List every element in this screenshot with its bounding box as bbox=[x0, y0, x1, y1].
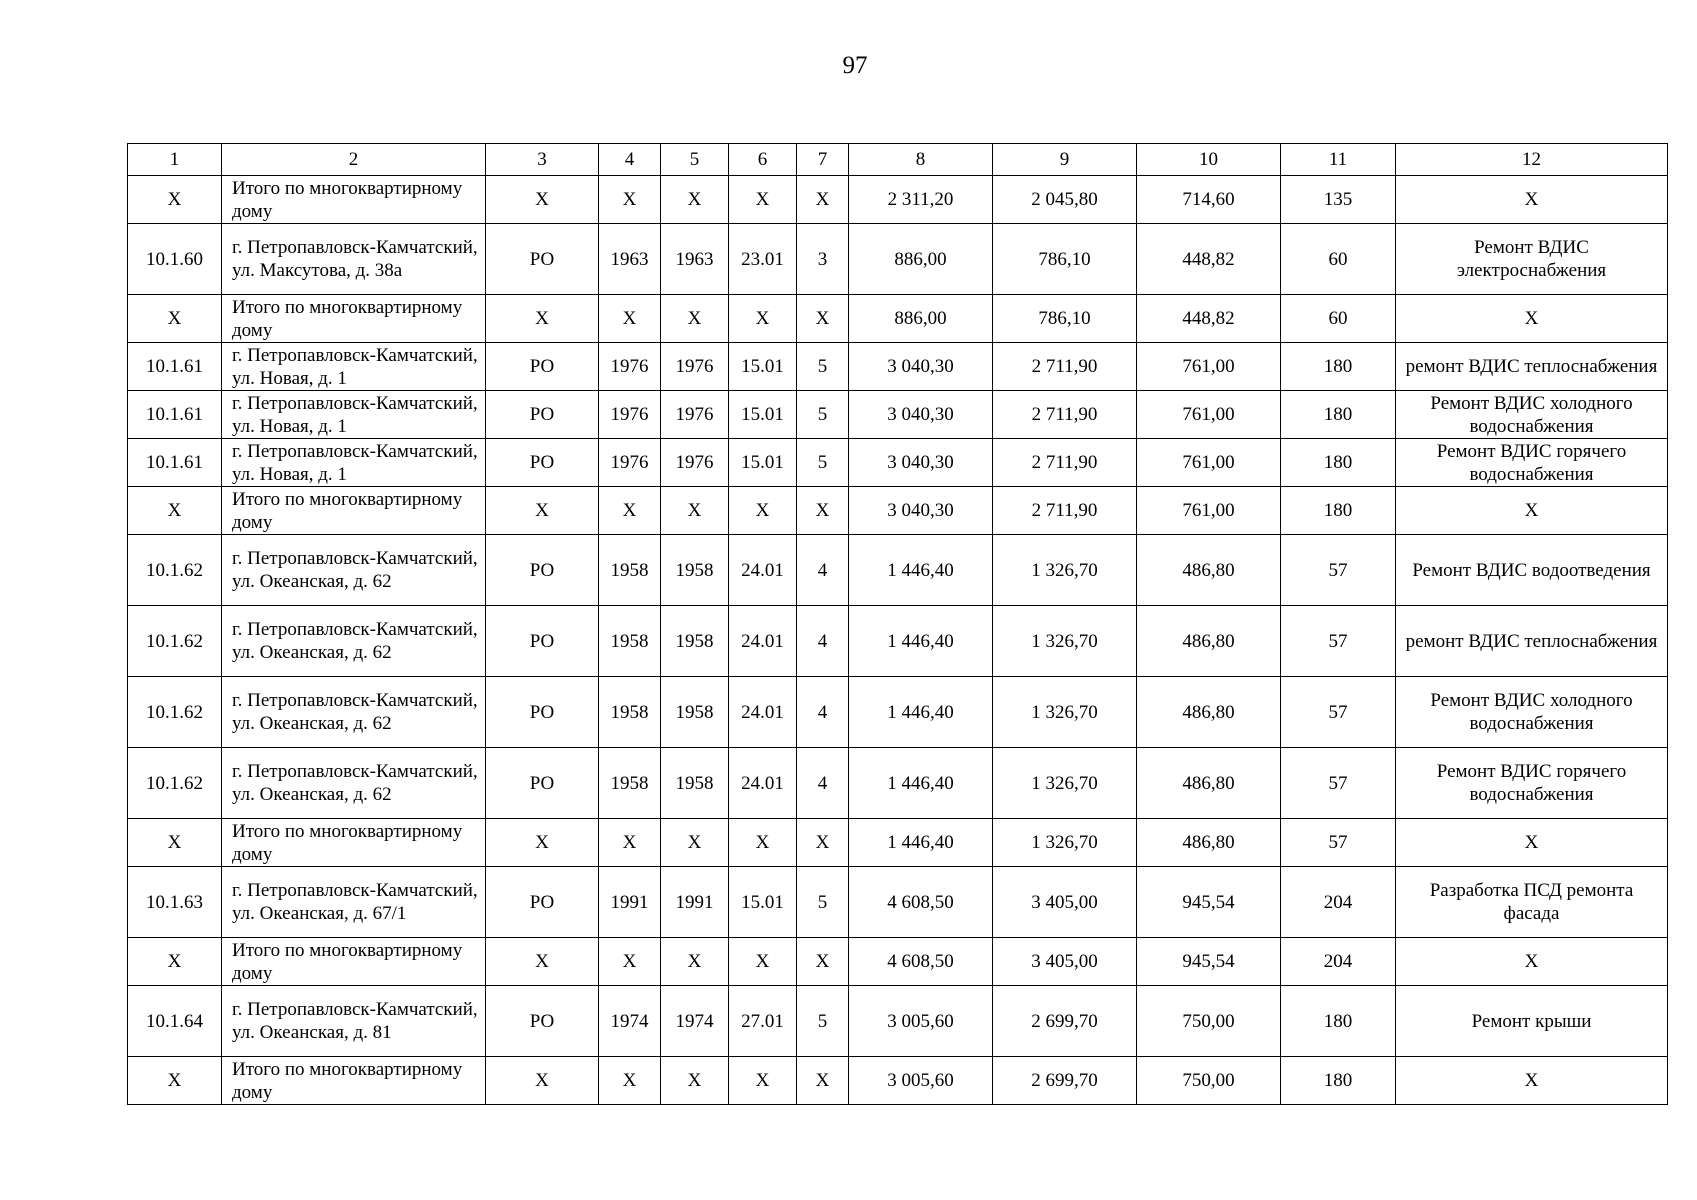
total-area-cell: 3 005,60 bbox=[849, 1057, 993, 1105]
total-area-cell: 3 040,30 bbox=[849, 487, 993, 535]
floors-cell: 4 bbox=[797, 748, 849, 819]
floors-cell: X bbox=[797, 1057, 849, 1105]
column-number-row bbox=[128, 144, 1668, 176]
residents-cell: 180 bbox=[1281, 391, 1396, 439]
floors-cell: 3 bbox=[797, 224, 849, 295]
residents-cell: 135 bbox=[1281, 176, 1396, 224]
build-year-cell: X bbox=[599, 938, 661, 986]
row-number-cell: 10.1.61 bbox=[128, 391, 222, 439]
cost-cell: 714,60 bbox=[1137, 176, 1281, 224]
address-cell: г. Петропавловск-Камчатский, ул. Океанская, д. 62 bbox=[222, 535, 486, 606]
column-number: 9 bbox=[993, 144, 1137, 176]
living-area-cell: 3 405,00 bbox=[993, 938, 1137, 986]
cost-cell: 761,00 bbox=[1137, 391, 1281, 439]
work-type-cell: X bbox=[1396, 487, 1668, 535]
commission-year-cell: X bbox=[661, 938, 729, 986]
build-year-cell: 1958 bbox=[599, 606, 661, 677]
row-number-cell: 10.1.64 bbox=[128, 986, 222, 1057]
residents-cell: 180 bbox=[1281, 439, 1396, 487]
build-year-cell: 1991 bbox=[599, 867, 661, 938]
residents-cell: 57 bbox=[1281, 819, 1396, 867]
commission-year-cell: X bbox=[661, 176, 729, 224]
column-number: 8 bbox=[849, 144, 993, 176]
work-type-cell: Ремонт ВДИС холодного водоснабжения bbox=[1396, 677, 1668, 748]
owner-cell: X bbox=[486, 1057, 599, 1105]
table-row bbox=[128, 487, 1668, 535]
floors-cell: 4 bbox=[797, 606, 849, 677]
address-cell: Итого по многоквартирному дому bbox=[222, 819, 486, 867]
cost-cell: 945,54 bbox=[1137, 867, 1281, 938]
commission-year-cell: 1974 bbox=[661, 986, 729, 1057]
owner-cell: X bbox=[486, 938, 599, 986]
residents-cell: 204 bbox=[1281, 938, 1396, 986]
floors-cell: 5 bbox=[797, 439, 849, 487]
residents-cell: 180 bbox=[1281, 986, 1396, 1057]
residents-cell: 180 bbox=[1281, 343, 1396, 391]
address-cell: г. Петропавловск-Камчатский, ул. Океанская, д. 81 bbox=[222, 986, 486, 1057]
commission-year-cell: 1958 bbox=[661, 748, 729, 819]
owner-cell: X bbox=[486, 487, 599, 535]
cost-cell: 486,80 bbox=[1137, 535, 1281, 606]
row-number-cell: 10.1.63 bbox=[128, 867, 222, 938]
owner-cell: X bbox=[486, 819, 599, 867]
table-row bbox=[128, 986, 1668, 1057]
work-type-cell: Ремонт крыши bbox=[1396, 986, 1668, 1057]
row-number-cell: 10.1.62 bbox=[128, 535, 222, 606]
work-type-cell: Ремонт ВДИС холодного водоснабжения bbox=[1396, 391, 1668, 439]
owner-cell: РО bbox=[486, 439, 599, 487]
living-area-cell: 786,10 bbox=[993, 224, 1137, 295]
commission-year-cell: 1991 bbox=[661, 867, 729, 938]
row-number-cell: X bbox=[128, 938, 222, 986]
living-area-cell: 1 326,70 bbox=[993, 606, 1137, 677]
table-row bbox=[128, 176, 1668, 224]
cost-cell: 486,80 bbox=[1137, 677, 1281, 748]
build-year-cell: X bbox=[599, 819, 661, 867]
address-cell: Итого по многоквартирному дому bbox=[222, 1057, 486, 1105]
table-row bbox=[128, 391, 1668, 439]
work-type-cell: ремонт ВДИС теплоснабжения bbox=[1396, 606, 1668, 677]
residents-cell: 204 bbox=[1281, 867, 1396, 938]
row-number-cell: X bbox=[128, 295, 222, 343]
work-type-cell: Ремонт ВДИС электроснабжения bbox=[1396, 224, 1668, 295]
build-year-cell: X bbox=[599, 176, 661, 224]
wall-material-cell: 15.01 bbox=[729, 439, 797, 487]
wall-material-cell: 27.01 bbox=[729, 986, 797, 1057]
work-type-cell: Разработка ПСД ремонта фасада bbox=[1396, 867, 1668, 938]
total-area-cell: 1 446,40 bbox=[849, 819, 993, 867]
owner-cell: РО bbox=[486, 748, 599, 819]
total-area-cell: 1 446,40 bbox=[849, 748, 993, 819]
wall-material-cell: 24.01 bbox=[729, 535, 797, 606]
commission-year-cell: 1976 bbox=[661, 343, 729, 391]
row-number-cell: X bbox=[128, 487, 222, 535]
living-area-cell: 2 699,70 bbox=[993, 1057, 1137, 1105]
floors-cell: X bbox=[797, 295, 849, 343]
column-number: 2 bbox=[222, 144, 486, 176]
living-area-cell: 1 326,70 bbox=[993, 535, 1137, 606]
work-type-cell: X bbox=[1396, 176, 1668, 224]
table-row bbox=[128, 819, 1668, 867]
cost-cell: 761,00 bbox=[1137, 439, 1281, 487]
wall-material-cell: 24.01 bbox=[729, 606, 797, 677]
column-number: 6 bbox=[729, 144, 797, 176]
address-cell: г. Петропавловск-Камчатский, ул. Океанская, д. 67/1 bbox=[222, 867, 486, 938]
work-type-cell: Ремонт ВДИС горячего водоснабжения bbox=[1396, 439, 1668, 487]
owner-cell: РО bbox=[486, 224, 599, 295]
build-year-cell: 1976 bbox=[599, 343, 661, 391]
cost-cell: 761,00 bbox=[1137, 343, 1281, 391]
wall-material-cell: 24.01 bbox=[729, 677, 797, 748]
residents-cell: 57 bbox=[1281, 606, 1396, 677]
column-number: 7 bbox=[797, 144, 849, 176]
total-area-cell: 886,00 bbox=[849, 224, 993, 295]
row-number-cell: X bbox=[128, 819, 222, 867]
commission-year-cell: 1958 bbox=[661, 535, 729, 606]
table-row bbox=[128, 748, 1668, 819]
living-area-cell: 786,10 bbox=[993, 295, 1137, 343]
wall-material-cell: 24.01 bbox=[729, 748, 797, 819]
owner-cell: РО bbox=[486, 986, 599, 1057]
row-number-cell: 10.1.61 bbox=[128, 439, 222, 487]
commission-year-cell: 1958 bbox=[661, 677, 729, 748]
floors-cell: 5 bbox=[797, 986, 849, 1057]
build-year-cell: 1958 bbox=[599, 535, 661, 606]
wall-material-cell: 15.01 bbox=[729, 343, 797, 391]
row-number-cell: 10.1.62 bbox=[128, 677, 222, 748]
living-area-cell: 2 711,90 bbox=[993, 439, 1137, 487]
wall-material-cell: X bbox=[729, 487, 797, 535]
repair-program-table bbox=[127, 143, 1668, 1105]
owner-cell: РО bbox=[486, 677, 599, 748]
column-number: 11 bbox=[1281, 144, 1396, 176]
wall-material-cell: X bbox=[729, 295, 797, 343]
cost-cell: 486,80 bbox=[1137, 748, 1281, 819]
total-area-cell: 1 446,40 bbox=[849, 606, 993, 677]
address-cell: Итого по многоквартирному дому bbox=[222, 487, 486, 535]
residents-cell: 57 bbox=[1281, 535, 1396, 606]
living-area-cell: 1 326,70 bbox=[993, 819, 1137, 867]
residents-cell: 60 bbox=[1281, 295, 1396, 343]
cost-cell: 945,54 bbox=[1137, 938, 1281, 986]
row-number-cell: 10.1.61 bbox=[128, 343, 222, 391]
total-area-cell: 3 005,60 bbox=[849, 986, 993, 1057]
floors-cell: X bbox=[797, 176, 849, 224]
floors-cell: X bbox=[797, 819, 849, 867]
total-area-cell: 3 040,30 bbox=[849, 343, 993, 391]
row-number-cell: 10.1.62 bbox=[128, 748, 222, 819]
residents-cell: 57 bbox=[1281, 748, 1396, 819]
cost-cell: 750,00 bbox=[1137, 986, 1281, 1057]
floors-cell: 5 bbox=[797, 867, 849, 938]
total-area-cell: 1 446,40 bbox=[849, 535, 993, 606]
work-type-cell: X bbox=[1396, 295, 1668, 343]
floors-cell: X bbox=[797, 938, 849, 986]
address-cell: Итого по многоквартирному дому bbox=[222, 176, 486, 224]
wall-material-cell: 15.01 bbox=[729, 391, 797, 439]
total-area-cell: 3 040,30 bbox=[849, 391, 993, 439]
column-number: 12 bbox=[1396, 144, 1668, 176]
owner-cell: РО bbox=[486, 535, 599, 606]
commission-year-cell: 1963 bbox=[661, 224, 729, 295]
owner-cell: X bbox=[486, 295, 599, 343]
living-area-cell: 1 326,70 bbox=[993, 748, 1137, 819]
page-number: 97 bbox=[842, 52, 868, 79]
address-cell: г. Петропавловск-Камчатский, ул. Новая, д. 1 bbox=[222, 391, 486, 439]
living-area-cell: 3 405,00 bbox=[993, 867, 1137, 938]
build-year-cell: X bbox=[599, 295, 661, 343]
build-year-cell: 1976 bbox=[599, 391, 661, 439]
total-area-cell: 2 311,20 bbox=[849, 176, 993, 224]
floors-cell: 4 bbox=[797, 677, 849, 748]
table-row bbox=[128, 439, 1668, 487]
wall-material-cell: X bbox=[729, 176, 797, 224]
living-area-cell: 2 045,80 bbox=[993, 176, 1137, 224]
build-year-cell: 1958 bbox=[599, 748, 661, 819]
commission-year-cell: X bbox=[661, 295, 729, 343]
work-type-cell: X bbox=[1396, 819, 1668, 867]
address-cell: г. Петропавловск-Камчатский, ул. Океанская, д. 62 bbox=[222, 748, 486, 819]
column-number: 10 bbox=[1137, 144, 1281, 176]
commission-year-cell: X bbox=[661, 487, 729, 535]
living-area-cell: 2 699,70 bbox=[993, 986, 1137, 1057]
table-row bbox=[128, 535, 1668, 606]
row-number-cell: 10.1.60 bbox=[128, 224, 222, 295]
commission-year-cell: 1958 bbox=[661, 606, 729, 677]
owner-cell: РО bbox=[486, 867, 599, 938]
table-row bbox=[128, 343, 1668, 391]
table-row bbox=[128, 867, 1668, 938]
living-area-cell: 1 326,70 bbox=[993, 677, 1137, 748]
row-number-cell: X bbox=[128, 176, 222, 224]
commission-year-cell: 1976 bbox=[661, 391, 729, 439]
build-year-cell: X bbox=[599, 487, 661, 535]
floors-cell: 5 bbox=[797, 391, 849, 439]
column-number: 4 bbox=[599, 144, 661, 176]
address-cell: г. Петропавловск-Камчатский, ул. Новая, д. 1 bbox=[222, 439, 486, 487]
total-area-cell: 1 446,40 bbox=[849, 677, 993, 748]
commission-year-cell: X bbox=[661, 819, 729, 867]
address-cell: г. Петропавловск-Камчатский, ул. Новая, д. 1 bbox=[222, 343, 486, 391]
cost-cell: 448,82 bbox=[1137, 224, 1281, 295]
table-row bbox=[128, 224, 1668, 295]
floors-cell: X bbox=[797, 487, 849, 535]
cost-cell: 486,80 bbox=[1137, 819, 1281, 867]
build-year-cell: 1974 bbox=[599, 986, 661, 1057]
total-area-cell: 3 040,30 bbox=[849, 439, 993, 487]
residents-cell: 60 bbox=[1281, 224, 1396, 295]
cost-cell: 750,00 bbox=[1137, 1057, 1281, 1105]
total-area-cell: 4 608,50 bbox=[849, 867, 993, 938]
total-area-cell: 4 608,50 bbox=[849, 938, 993, 986]
address-cell: Итого по многоквартирному дому bbox=[222, 938, 486, 986]
address-cell: Итого по многоквартирному дому bbox=[222, 295, 486, 343]
column-number: 1 bbox=[128, 144, 222, 176]
row-number-cell: X bbox=[128, 1057, 222, 1105]
build-year-cell: X bbox=[599, 1057, 661, 1105]
column-number: 5 bbox=[661, 144, 729, 176]
owner-cell: X bbox=[486, 176, 599, 224]
floors-cell: 4 bbox=[797, 535, 849, 606]
living-area-cell: 2 711,90 bbox=[993, 391, 1137, 439]
table-row bbox=[128, 938, 1668, 986]
wall-material-cell: 23.01 bbox=[729, 224, 797, 295]
wall-material-cell: 15.01 bbox=[729, 867, 797, 938]
address-cell: г. Петропавловск-Камчатский, ул. Океанская, д. 62 bbox=[222, 677, 486, 748]
wall-material-cell: X bbox=[729, 1057, 797, 1105]
commission-year-cell: X bbox=[661, 1057, 729, 1105]
commission-year-cell: 1976 bbox=[661, 439, 729, 487]
address-cell: г. Петропавловск-Камчатский, ул. Океанская, д. 62 bbox=[222, 606, 486, 677]
owner-cell: РО bbox=[486, 343, 599, 391]
table-row bbox=[128, 1057, 1668, 1105]
owner-cell: РО bbox=[486, 391, 599, 439]
row-number-cell: 10.1.62 bbox=[128, 606, 222, 677]
living-area-cell: 2 711,90 bbox=[993, 487, 1137, 535]
owner-cell: РО bbox=[486, 606, 599, 677]
table-row bbox=[128, 295, 1668, 343]
work-type-cell: X bbox=[1396, 1057, 1668, 1105]
column-number: 3 bbox=[486, 144, 599, 176]
table-row bbox=[128, 606, 1668, 677]
residents-cell: 180 bbox=[1281, 1057, 1396, 1105]
cost-cell: 448,82 bbox=[1137, 295, 1281, 343]
build-year-cell: 1976 bbox=[599, 439, 661, 487]
work-type-cell: Ремонт ВДИС водоотведения bbox=[1396, 535, 1668, 606]
floors-cell: 5 bbox=[797, 343, 849, 391]
table-row bbox=[128, 677, 1668, 748]
work-type-cell: ремонт ВДИС теплоснабжения bbox=[1396, 343, 1668, 391]
work-type-cell: Ремонт ВДИС горячего водоснабжения bbox=[1396, 748, 1668, 819]
wall-material-cell: X bbox=[729, 938, 797, 986]
work-type-cell: X bbox=[1396, 938, 1668, 986]
table-body bbox=[128, 144, 1668, 1105]
cost-cell: 486,80 bbox=[1137, 606, 1281, 677]
living-area-cell: 2 711,90 bbox=[993, 343, 1137, 391]
build-year-cell: 1963 bbox=[599, 224, 661, 295]
residents-cell: 57 bbox=[1281, 677, 1396, 748]
total-area-cell: 886,00 bbox=[849, 295, 993, 343]
wall-material-cell: X bbox=[729, 819, 797, 867]
residents-cell: 180 bbox=[1281, 487, 1396, 535]
cost-cell: 761,00 bbox=[1137, 487, 1281, 535]
address-cell: г. Петропавловск-Камчатский, ул. Максутова, д. 38а bbox=[222, 224, 486, 295]
build-year-cell: 1958 bbox=[599, 677, 661, 748]
